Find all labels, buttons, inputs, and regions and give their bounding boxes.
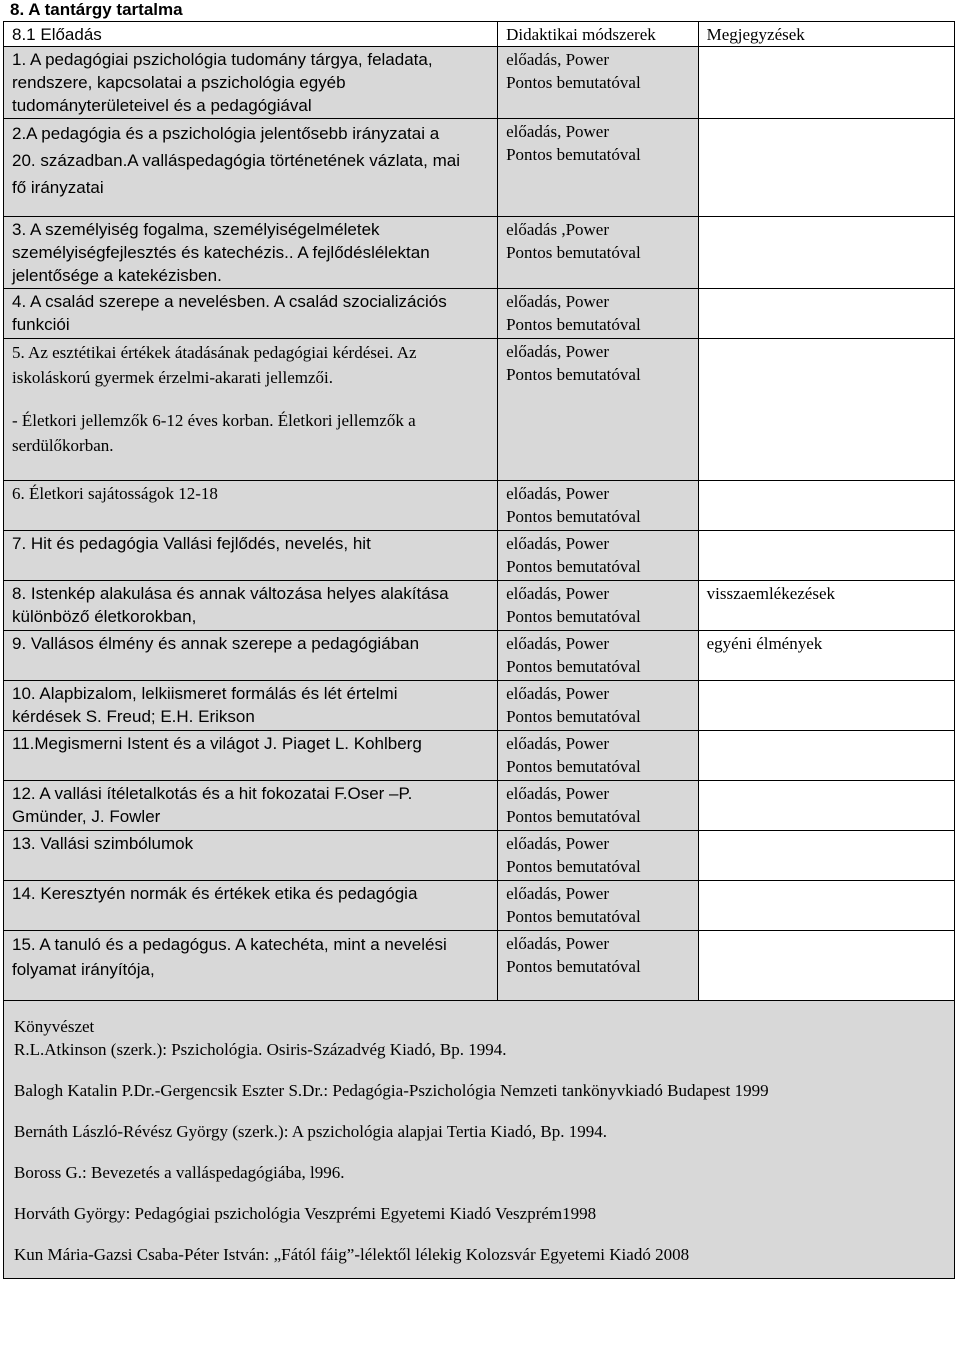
table-row xyxy=(4,217,955,289)
method-line: Pontos bemutatóval xyxy=(506,707,641,726)
note-cell xyxy=(698,119,954,217)
method-cell xyxy=(498,47,699,119)
method-cell xyxy=(498,831,699,881)
topic-cell xyxy=(4,681,498,731)
method-line: Pontos bemutatóval xyxy=(506,73,641,92)
bibliography-entry: Kun Mária-Gazsi Csaba-Péter István: „Fától fáig”-lélektől lélekig Kolozsvár Egyetemi Kiadó 2008 xyxy=(14,1245,690,1264)
method-cell xyxy=(498,119,699,217)
syllabus-table xyxy=(3,21,955,1279)
method-cell xyxy=(498,931,699,1001)
topic-cell xyxy=(4,47,498,119)
method-line: előadás, Power xyxy=(506,634,610,653)
topic-line: 5. Az esztétikai értékek átadásának pedagógiai kérdései. Az xyxy=(12,343,417,362)
method-line: Pontos bemutatóval xyxy=(506,957,641,976)
method-line: előadás, Power xyxy=(506,122,610,141)
method-line: előadás, Power xyxy=(506,734,610,753)
topic-line: tudományterületeivel és a pedagógiával xyxy=(12,96,312,115)
topic-line: 6. Életkori sajátosságok 12-18 xyxy=(12,484,218,503)
topic-line: - Életkori jellemzők 6-12 éves korban. Életkori jellemzők a xyxy=(12,411,416,430)
table-row xyxy=(4,581,955,631)
topic-line: 13. Vallási szimbólumok xyxy=(12,834,194,853)
method-line: Pontos bemutatóval xyxy=(506,365,641,384)
topic-cell xyxy=(4,289,498,339)
method-cell xyxy=(498,781,699,831)
topic-line xyxy=(12,390,489,408)
method-line: előadás, Power xyxy=(506,884,610,903)
topic-line: személyiségfejlesztés és katechézis.. A fejlődéslélektan xyxy=(12,243,430,262)
method-line: Pontos bemutatóval xyxy=(506,807,641,826)
topic-cell xyxy=(4,217,498,289)
table-row xyxy=(4,881,955,931)
method-line: előadás, Power xyxy=(506,342,610,361)
bibliography-title: Könyvészet xyxy=(14,1017,95,1036)
note-cell xyxy=(698,481,954,531)
topic-line: 11.Megismerni Istent és a világot J. Piaget L. Kohlberg xyxy=(12,734,422,753)
topic-line: kérdések S. Freud; E.H. Erikson xyxy=(12,707,255,726)
header-notes: Megjegyzések xyxy=(698,22,954,47)
note-cell xyxy=(698,47,954,119)
bibliography-entry: Balogh Katalin P.Dr.-Gergencsik Eszter S.Dr.: Pedagógia-Pszichológia Nemzeti tankönyvkiadó Budapest 1999 xyxy=(14,1081,769,1100)
topic-cell xyxy=(4,581,498,631)
table-row xyxy=(4,931,955,1001)
topic-line: 14. Keresztyén normák és értékek etika és pedagógia xyxy=(12,884,418,903)
bibliography-row xyxy=(4,1001,955,1279)
topic-line: 12. A vallási ítéletalkotás és a hit fokozatai F.Oser –P. xyxy=(12,784,413,803)
note-cell: visszaemlékezések xyxy=(698,581,954,631)
table-row xyxy=(4,119,955,217)
table-row xyxy=(4,481,955,531)
topic-line: 3. A személyiség fogalma, személyiségelméletek xyxy=(12,220,380,239)
bibliography-entry: Bernáth László-Révész György (szerk.): A pszichológia alapjai Tertia Kiadó, Bp. 1994. xyxy=(14,1122,608,1141)
method-line: Pontos bemutatóval xyxy=(506,657,641,676)
method-cell xyxy=(498,631,699,681)
method-line: előadás, Power xyxy=(506,784,610,803)
note-cell xyxy=(698,681,954,731)
note-cell xyxy=(698,217,954,289)
table-header-row xyxy=(4,22,955,47)
method-cell xyxy=(498,289,699,339)
note-cell xyxy=(698,931,954,1001)
method-cell xyxy=(498,881,699,931)
topic-line: jelentősége a katekézisben. xyxy=(12,266,222,285)
method-line: Pontos bemutatóval xyxy=(506,907,641,926)
topic-line: folyamat irányítója, xyxy=(12,960,155,979)
method-line: Pontos bemutatóval xyxy=(506,757,641,776)
table-row xyxy=(4,681,955,731)
topic-cell xyxy=(4,781,498,831)
method-line: Pontos bemutatóval xyxy=(506,315,641,334)
table-row xyxy=(4,831,955,881)
table-row xyxy=(4,781,955,831)
topic-line: 15. A tanuló és a pedagógus. A katechéta, mint a nevelési xyxy=(12,935,447,954)
topic-cell xyxy=(4,119,498,217)
topic-line: 7. Hit és pedagógia Vallási fejlődés, nevelés, hit xyxy=(12,534,371,553)
method-cell xyxy=(498,339,699,481)
method-cell xyxy=(498,481,699,531)
topic-line: 20. században.A valláspedagógia történetének vázlata, mai xyxy=(12,151,460,170)
table-row xyxy=(4,47,955,119)
method-line: Pontos bemutatóval xyxy=(506,507,641,526)
note-cell xyxy=(698,831,954,881)
topic-cell xyxy=(4,481,498,531)
topic-cell xyxy=(4,339,498,481)
method-line: előadás, Power xyxy=(506,834,610,853)
topic-line: 9. Vallásos élmény és annak szerepe a pedagógiában xyxy=(12,634,420,653)
topic-line: fő irányzatai xyxy=(12,178,104,197)
topic-line: serdülőkorban. xyxy=(12,436,114,455)
topic-line: iskoláskorú gyermek érzelmi-akarati jellemzői. xyxy=(12,368,333,387)
method-line: Pontos bemutatóval xyxy=(506,243,641,262)
table-row xyxy=(4,631,955,681)
note-cell xyxy=(698,781,954,831)
topic-cell xyxy=(4,931,498,1001)
method-line: Pontos bemutatóval xyxy=(506,557,641,576)
topic-line: funkciói xyxy=(12,315,70,334)
topic-cell xyxy=(4,531,498,581)
topic-line: 4. A család szerepe a nevelésben. A család szocializációs xyxy=(12,292,447,311)
method-cell xyxy=(498,217,699,289)
topic-cell xyxy=(4,831,498,881)
topic-line: 10. Alapbizalom, lelkiismeret formálás és lét értelmi xyxy=(12,684,398,703)
method-line: előadás, Power xyxy=(506,934,610,953)
note-cell: egyéni élmények xyxy=(698,631,954,681)
table-row xyxy=(4,289,955,339)
method-cell xyxy=(498,581,699,631)
method-line: előadás, Power xyxy=(506,684,610,703)
method-line: Pontos bemutatóval xyxy=(506,145,641,164)
method-line: előadás, Power xyxy=(506,534,610,553)
topic-line: 2.A pedagógia és a pszichológia jelentősebb irányzatai a xyxy=(12,124,440,143)
bibliography-entry: Boross G.: Bevezetés a valláspedagógiába, l996. xyxy=(14,1163,345,1182)
method-line: Pontos bemutatóval xyxy=(506,607,641,626)
method-line: előadás ,Power xyxy=(506,220,610,239)
table-row xyxy=(4,731,955,781)
note-cell xyxy=(698,339,954,481)
method-line: előadás, Power xyxy=(506,50,610,69)
topic-line: 1. A pedagógiai pszichológia tudomány tárgya, feladata, xyxy=(12,50,433,69)
method-cell xyxy=(498,531,699,581)
topic-line: Gmünder, J. Fowler xyxy=(12,807,161,826)
note-cell xyxy=(698,881,954,931)
section-heading: 8. A tantárgy tartalma xyxy=(10,0,183,19)
topic-line: 8. Istenkép alakulása és annak változása helyes alakítása xyxy=(12,584,449,603)
method-cell xyxy=(498,731,699,781)
note-cell xyxy=(698,531,954,581)
bibliography-entry: R.L.Atkinson (szerk.): Pszichológia. Osiris-Századvég Kiadó, Bp. 1994. xyxy=(14,1040,507,1059)
method-line: előadás, Power xyxy=(506,292,610,311)
header-methods: Didaktikai módszerek xyxy=(498,22,699,47)
table-row xyxy=(4,339,955,481)
bibliography-cell xyxy=(4,1001,955,1279)
header-lecture: 8.1 Előadás xyxy=(4,22,498,47)
method-cell xyxy=(498,681,699,731)
method-line: előadás, Power xyxy=(506,584,610,603)
method-line: Pontos bemutatóval xyxy=(506,857,641,876)
topic-line: rendszere, kapcsolatai a pszichológia egyéb xyxy=(12,73,346,92)
topic-cell xyxy=(4,731,498,781)
note-cell xyxy=(698,731,954,781)
topic-cell xyxy=(4,631,498,681)
bibliography-entry: Horváth György: Pedagógiai pszichológia Veszprémi Egyetemi Kiadó Veszprém1998 xyxy=(14,1204,597,1223)
topic-line: különböző életkorokban, xyxy=(12,607,197,626)
topic-cell xyxy=(4,881,498,931)
method-line: előadás, Power xyxy=(506,484,610,503)
table-row xyxy=(4,531,955,581)
note-cell xyxy=(698,289,954,339)
